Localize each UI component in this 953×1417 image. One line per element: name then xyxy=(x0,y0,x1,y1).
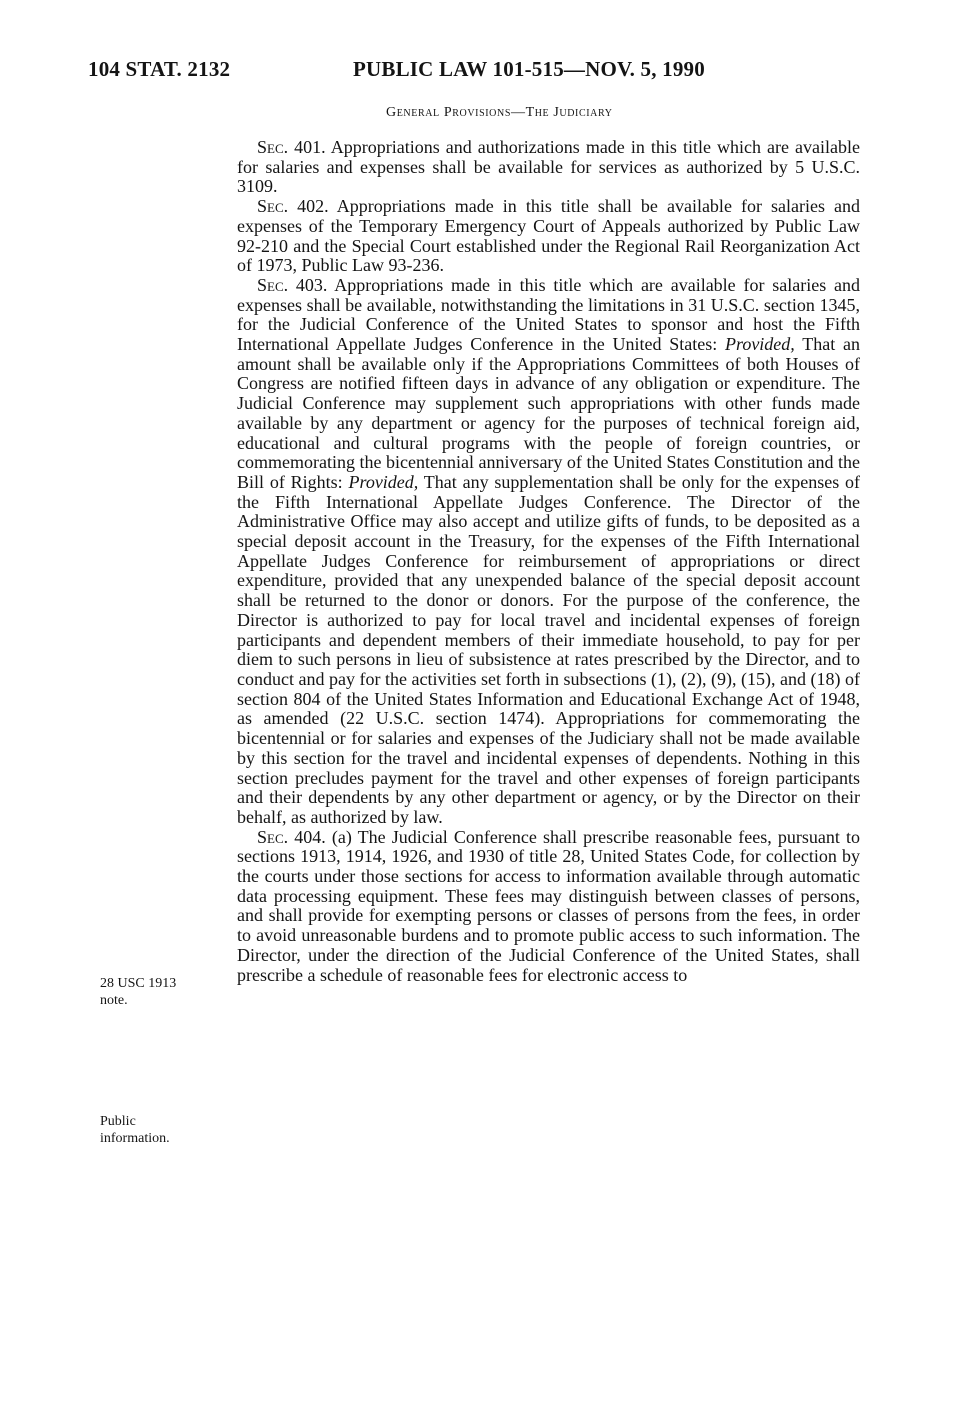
margin-note-citation xyxy=(100,975,220,1009)
section-403-text-b: That an amount shall be available only if the Appropriations Committees of both Houses of Congress are notified fifteen days in advance of any obligation or expenditure. The Judicial Conference may supplement such appropriations with other funds made available by any department or agency for the purposes of technical foreign aid, educational and cultural programs with the people of foreign countries, or commemorating the bicentennial anniversary of the United States Constitution and the Bill of Rights: xyxy=(237,334,860,492)
margin-note-public-line1: Public xyxy=(100,1114,136,1129)
body-text xyxy=(237,138,860,985)
provided-proviso-2: Provided, xyxy=(348,471,419,492)
section-401 xyxy=(237,138,860,197)
section-401-label: Sec. 401. xyxy=(257,137,326,157)
page-header-title: PUBLIC LAW 101-515—NOV. 5, 1990 xyxy=(353,57,705,81)
provided-proviso-1: Provided, xyxy=(724,334,795,355)
section-403 xyxy=(237,276,860,828)
margin-note-citation-line1: 28 USC 1913 xyxy=(100,976,177,991)
section-402 xyxy=(237,197,860,276)
section-caption: General Provisions—The Judiciary xyxy=(386,105,613,120)
section-402-text: Appropriations made in this title shall be available for salaries and expenses of the Temporary Emergency Court of Appeals authorized by Public Law 92-210 and the Special Court established under the Regional Rail Reorganization Act of 1973, Public Law 93-236. xyxy=(237,196,860,276)
section-402-label: Sec. 402. xyxy=(257,196,329,217)
page-reference: 104 STAT. 2132 xyxy=(88,57,231,81)
margin-note-public-information xyxy=(100,1113,220,1147)
margin-note-citation-line2: note. xyxy=(100,993,128,1008)
section-401-text: Appropriations and authorizations made in this title which are available for salaries and expenses shall be available for services as authorized by 5 U.S.C. 3109. xyxy=(237,137,860,197)
section-404-label: Sec. 404. xyxy=(257,826,326,847)
section-403-text-a: Appropriations made in this title which are available for salaries and expenses shall be available, notwithstanding the limitations in 31 U.S.C. section 1345, for the Judicial Conference of the United States to sponsor and host the Fifth International Appellate Judges Conference in the United States: xyxy=(237,274,861,355)
section-404 xyxy=(237,828,860,986)
section-403-label: Sec. 403. xyxy=(257,274,328,295)
margin-note-public-line2: information. xyxy=(100,1131,170,1146)
section-404-text: (a) The Judicial Conference shall prescribe reasonable fees, pursuant to sections 1913, 1914, 1926, and 1930 of title 28, United States Code, for collection by the courts under those sections for access to information available through automatic data processing equipment. These fees may distinguish between classes of persons, and shall provide for exempting persons or classes of persons from the fees, in order to avoid unreasonable burdens and to promote public access to such information. The Director, under the direction of the Judicial Conference of the United States, shall prescribe a schedule of reasonable fees for electronic access to xyxy=(237,826,861,985)
section-403-text-c: That any supplementation shall be only for the expenses of the Fifth International Appellate Judges Conference. The Director of the Administrative Office may also accept and utilize gifts of funds, to be deposited as a special deposit account in the Treasury, for the expenses of the Fifth International Appellate Judges Conference for reimbursement of appropriations or direct expenditure, provided that any unexpended balance of the special deposit account shall be returned to the donor or donors. For the purpose of the conference, the Director is authorized to pay for local travel and incidental expenses of foreign participants and dependent members of their immediate household, to pay for per diem to such persons in lieu of subsistence at rates prescribed by the Director, and to conduct and pay for the activities set forth in subsections (1), (2), (9), (15), and (18) of section 804 of the United States Information and Educational Exchange Act of 1948, as amended (22 U.S.C. section 1474). Appropriations for commemorating the bicentennial or for salaries and expenses of the Judiciary shall not be made available by this section for the travel and incidental expenses of dependents. Nothing in this section precludes payment for the travel and other expenses of foreign participants and their dependents by any other department or agency, or by the Director on their behalf, as authorized by law. xyxy=(237,471,861,827)
